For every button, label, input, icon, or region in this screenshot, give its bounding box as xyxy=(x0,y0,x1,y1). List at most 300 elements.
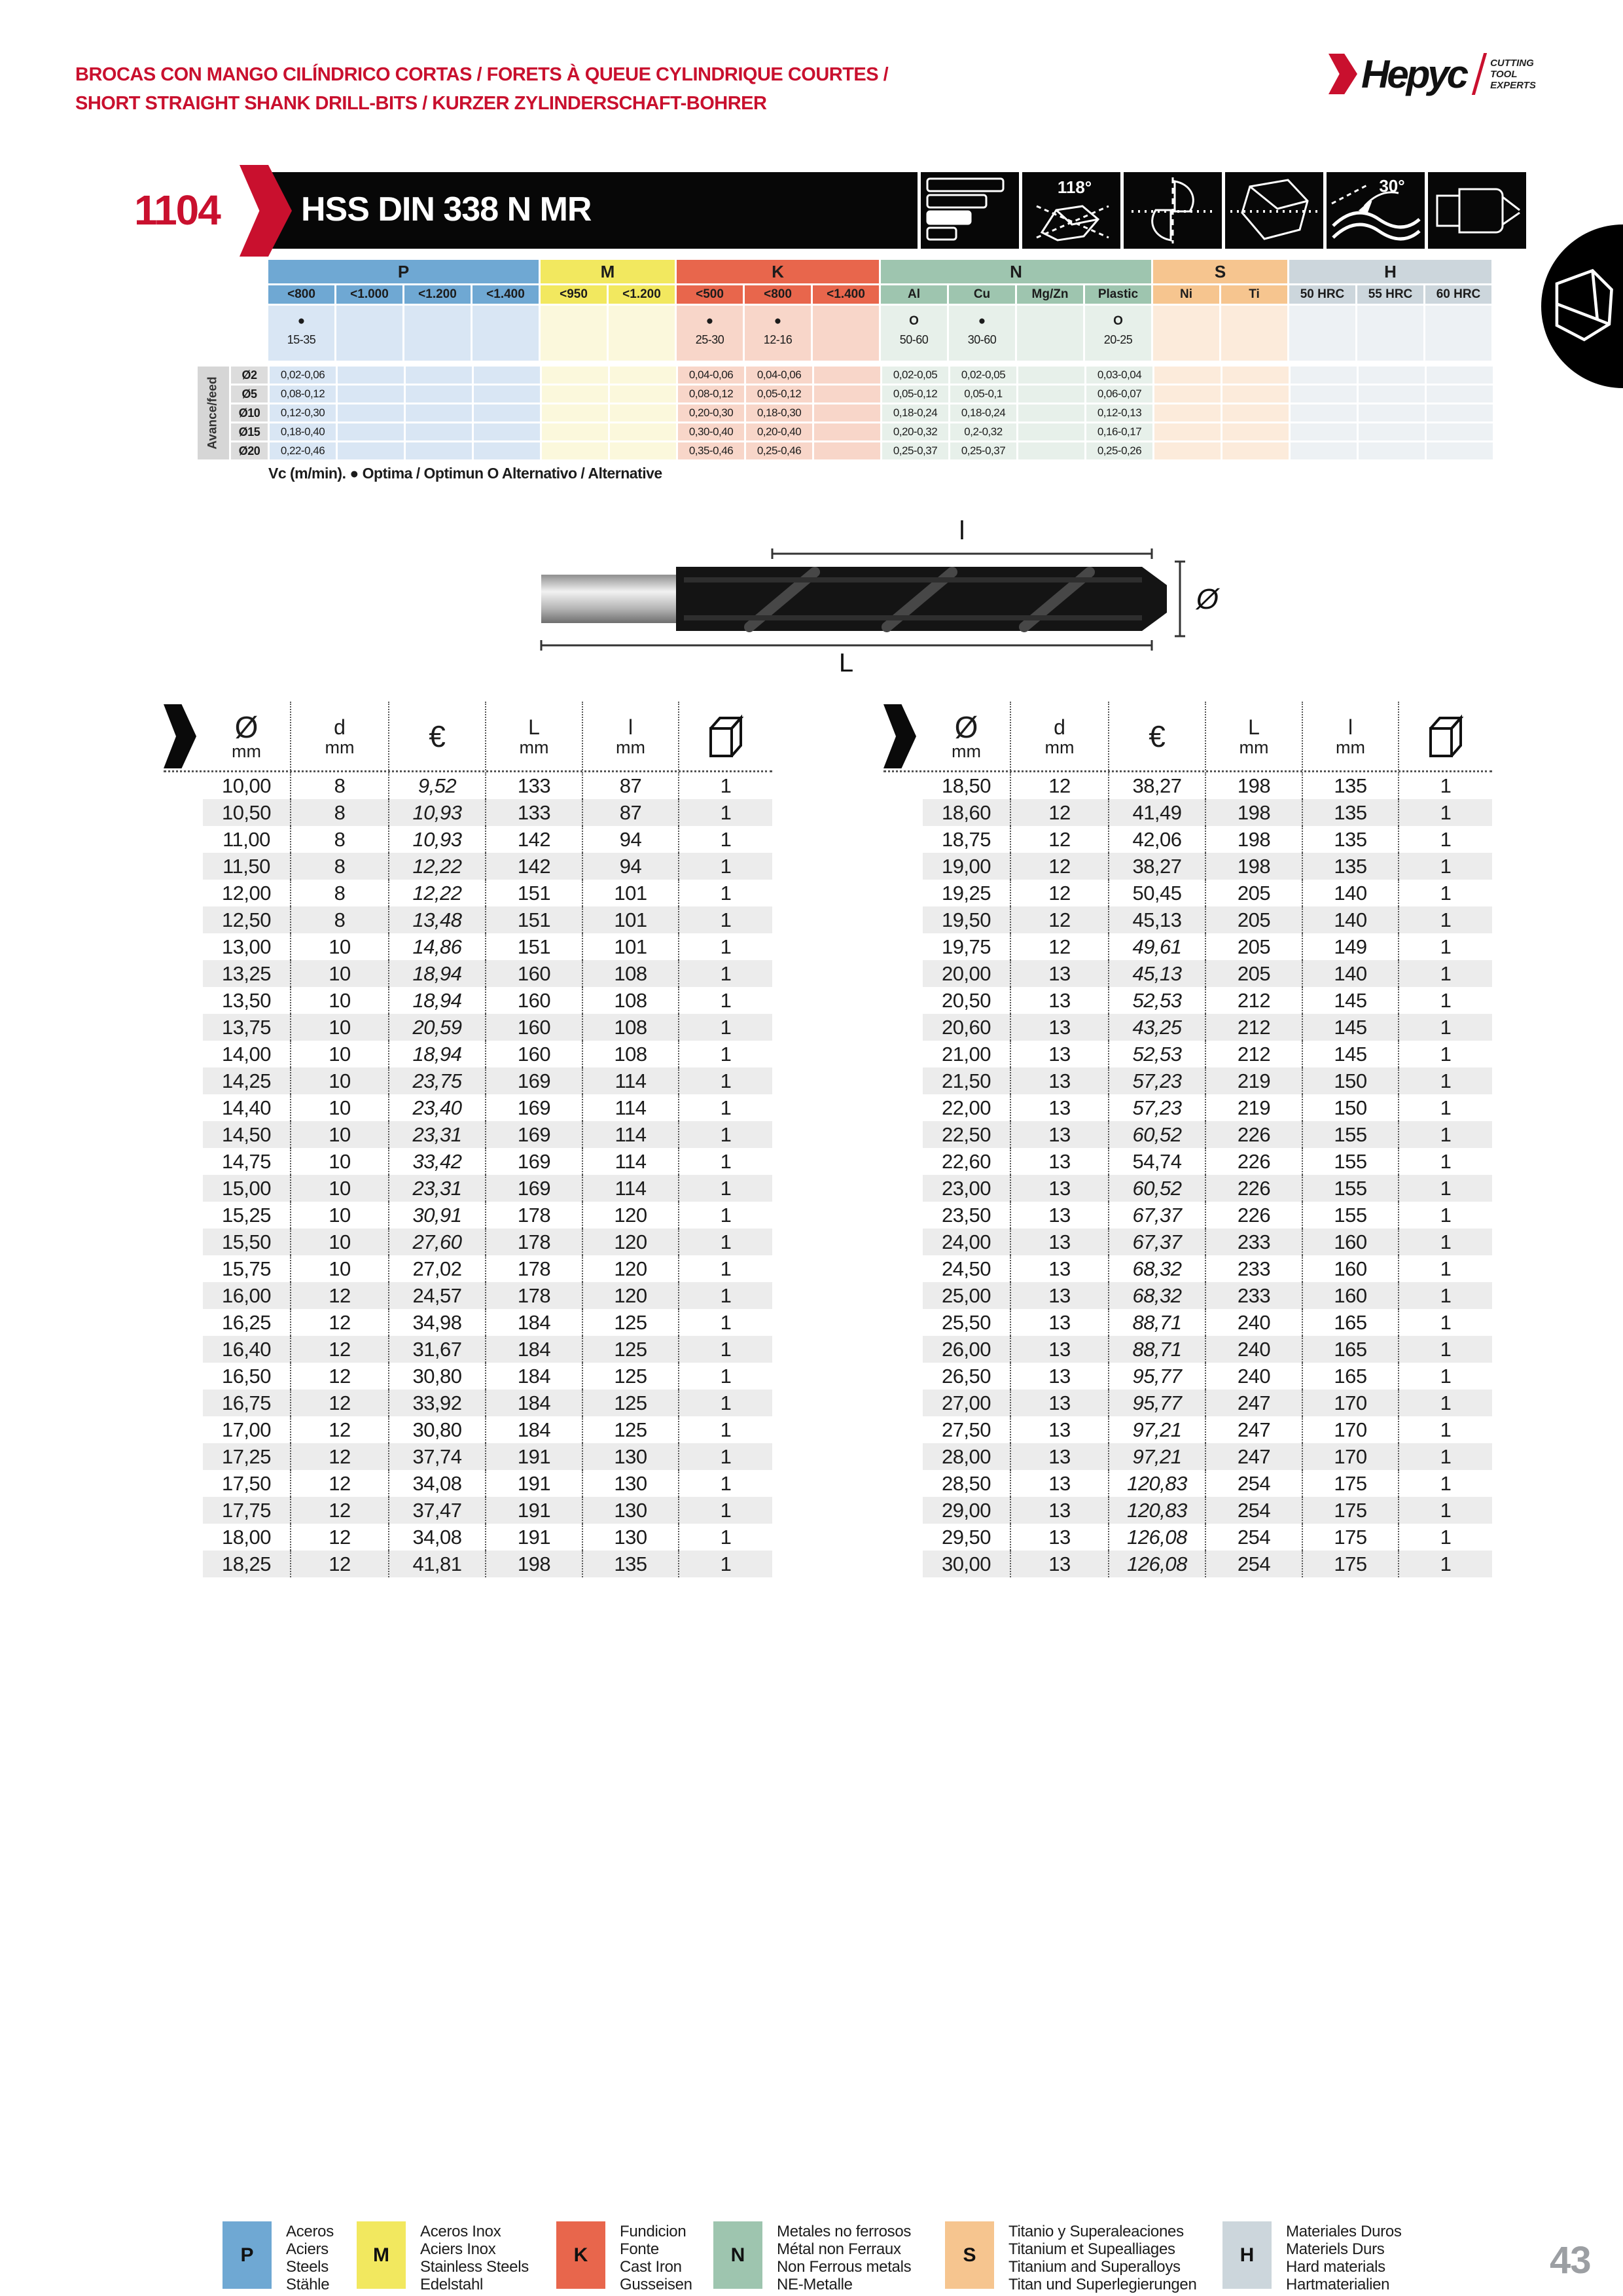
cell-L: 184 xyxy=(486,1336,583,1363)
cell-d: 8 xyxy=(291,826,389,853)
feed-value-cell xyxy=(338,386,404,403)
cell-price: 24,57 xyxy=(389,1282,486,1309)
feed-value-cell xyxy=(1222,367,1289,384)
col-header-l: l mm xyxy=(1303,702,1399,770)
cell-dia: 13,75 xyxy=(203,1014,291,1041)
speed-subheader: 50 HRC xyxy=(1289,285,1355,304)
drill-shank xyxy=(541,575,676,623)
cell-d: 8 xyxy=(291,880,389,906)
cell-L: 160 xyxy=(486,1014,583,1041)
legend-line: Aciers Inox xyxy=(420,2240,496,2258)
cell-L: 151 xyxy=(486,933,583,960)
cell-d: 12 xyxy=(1011,826,1109,853)
legend-line: Titanium et Supealliages xyxy=(1008,2240,1175,2258)
cell-price: 120,83 xyxy=(1109,1470,1206,1497)
cell-qty: 1 xyxy=(720,935,732,958)
feed-value-cell: 0,2-0,32 xyxy=(950,423,1016,440)
cell-qty: 1 xyxy=(1440,1365,1452,1388)
feed-dia-label: Ø2 xyxy=(231,367,268,384)
cell-L: 240 xyxy=(1206,1336,1303,1363)
cell-L: 247 xyxy=(1206,1416,1303,1443)
speed-subheader: Ti xyxy=(1221,285,1287,304)
cell-dia: 25,00 xyxy=(923,1282,1011,1309)
cell-qty: 1 xyxy=(720,1204,732,1227)
speed-subheader: <500 xyxy=(677,285,743,304)
cell-d: 13 xyxy=(1011,1202,1109,1229)
cell-d: 12 xyxy=(1011,772,1109,799)
cell-d: 13 xyxy=(1011,1390,1109,1416)
cell-qty: 1 xyxy=(720,1365,732,1388)
cell-l: 130 xyxy=(583,1443,679,1470)
vc-value-cell xyxy=(404,306,471,361)
feed-value-cell: 0,04-0,06 xyxy=(746,367,812,384)
feed-value-cell xyxy=(1359,442,1425,459)
feed-value-cell: 0,05-0,1 xyxy=(950,386,1016,403)
cell-price: 52,53 xyxy=(1109,1041,1206,1067)
cell-price: 38,27 xyxy=(1109,853,1206,880)
feed-value-cell: 0,02-0,05 xyxy=(882,367,948,384)
legend-line: Titanium and Superalloys xyxy=(1008,2258,1181,2276)
table-row xyxy=(923,799,1492,826)
cell-dia: 19,00 xyxy=(923,853,1011,880)
size-bars-icon xyxy=(921,172,1019,249)
cell-qty: 1 xyxy=(1440,1499,1452,1522)
feed-value-cell: 0,18-0,24 xyxy=(950,404,1016,422)
feed-value-cell: 0,16-0,17 xyxy=(1086,423,1152,440)
feed-value-cell: 0,12-0,30 xyxy=(270,404,336,422)
feed-value-cell xyxy=(406,442,472,459)
cell-d: 8 xyxy=(291,799,389,826)
cell-d: 8 xyxy=(291,772,389,799)
cell-l: 150 xyxy=(1303,1067,1399,1094)
page-title xyxy=(75,60,888,118)
feed-value-cell xyxy=(542,442,608,459)
cell-d: 8 xyxy=(291,906,389,933)
vc-value-cell xyxy=(1357,306,1423,361)
cell-dia: 15,00 xyxy=(203,1175,291,1202)
cell-price: 67,37 xyxy=(1109,1202,1206,1229)
cell-l: 120 xyxy=(583,1255,679,1282)
feed-value-cell xyxy=(1154,386,1221,403)
cell-L: 184 xyxy=(486,1416,583,1443)
cell-dia: 10,00 xyxy=(203,772,291,799)
cell-dia: 14,00 xyxy=(203,1041,291,1067)
cell-L: 226 xyxy=(1206,1175,1303,1202)
cell-L: 240 xyxy=(1206,1309,1303,1336)
col-header-price: € xyxy=(1109,702,1206,770)
cell-L: 233 xyxy=(1206,1255,1303,1282)
table-row xyxy=(203,933,772,960)
vc-value-cell xyxy=(949,306,1015,361)
cell-d: 13 xyxy=(1011,1148,1109,1175)
cell-L: 169 xyxy=(486,1121,583,1148)
legend-line: Materiels Durs xyxy=(1286,2240,1385,2258)
cell-price: 30,91 xyxy=(389,1202,486,1229)
feed-value-cell xyxy=(610,442,676,459)
cell-dia: 16,40 xyxy=(203,1336,291,1363)
catalog-header xyxy=(164,702,772,772)
feed-value-cell xyxy=(1291,404,1357,422)
table-row xyxy=(923,1202,1492,1229)
feed-value-cell xyxy=(610,404,676,422)
cell-dia: 22,00 xyxy=(923,1094,1011,1121)
legend-swatch-S: S xyxy=(945,2221,994,2289)
feed-value-cell: 0,05-0,12 xyxy=(746,386,812,403)
cell-l: 130 xyxy=(583,1497,679,1524)
feed-value-cell: 0,25-0,26 xyxy=(1086,442,1152,459)
point-angle-icon xyxy=(1022,172,1120,249)
feed-value-cell xyxy=(814,404,880,422)
cell-l: 160 xyxy=(1303,1255,1399,1282)
legend-line: Edelstahl xyxy=(420,2276,484,2293)
cell-d: 12 xyxy=(1011,906,1109,933)
cell-price: 97,21 xyxy=(1109,1443,1206,1470)
legend-line: Gusseisen xyxy=(620,2276,692,2293)
catalog-body-left xyxy=(203,772,772,1577)
cell-dia: 20,00 xyxy=(923,960,1011,987)
cell-dia: 29,50 xyxy=(923,1524,1011,1551)
table-row xyxy=(203,1014,772,1041)
cell-dia: 27,50 xyxy=(923,1416,1011,1443)
feed-dia-label: Ø15 xyxy=(231,423,268,440)
feed-value-cell xyxy=(1359,404,1425,422)
cell-L: 247 xyxy=(1206,1390,1303,1416)
feed-value-cell: 0,08-0,12 xyxy=(270,386,336,403)
tagline-line: EXPERTS xyxy=(1490,79,1536,91)
table-row xyxy=(923,1067,1492,1094)
cell-qty: 1 xyxy=(720,1069,732,1092)
cell-dia: 18,75 xyxy=(923,826,1011,853)
cell-L: 142 xyxy=(486,826,583,853)
cell-d: 13 xyxy=(1011,1309,1109,1336)
cell-d: 10 xyxy=(291,1094,389,1121)
vc-value-cell xyxy=(677,306,743,361)
cell-qty: 1 xyxy=(1440,1230,1452,1253)
cell-price: 23,31 xyxy=(389,1121,486,1148)
cell-qty: 1 xyxy=(1440,855,1452,878)
cell-d: 13 xyxy=(1011,1551,1109,1577)
cell-price: 37,74 xyxy=(389,1443,486,1470)
cell-dia: 25,50 xyxy=(923,1309,1011,1336)
cell-dia: 12,50 xyxy=(203,906,291,933)
table-row xyxy=(203,772,772,799)
cell-d: 12 xyxy=(291,1309,389,1336)
vc-value-cell xyxy=(609,306,675,361)
cell-price: 12,22 xyxy=(389,880,486,906)
legend-line: Metales no ferrosos xyxy=(777,2223,912,2240)
cell-d: 13 xyxy=(1011,1524,1109,1551)
feed-value-cell xyxy=(1222,423,1289,440)
cell-d: 10 xyxy=(291,1014,389,1041)
cell-l: 114 xyxy=(583,1121,679,1148)
legend-item-N xyxy=(713,2221,911,2293)
cell-qty: 1 xyxy=(1440,1311,1452,1334)
cell-l: 140 xyxy=(1303,906,1399,933)
table-row xyxy=(203,1309,772,1336)
cell-d: 13 xyxy=(1011,1094,1109,1121)
table-row xyxy=(203,960,772,987)
cell-L: 191 xyxy=(486,1524,583,1551)
cell-L: 240 xyxy=(1206,1363,1303,1390)
vc-range: 30-60 xyxy=(967,333,997,346)
legend-line: Materiales Duros xyxy=(1286,2223,1402,2240)
cell-d: 12 xyxy=(1011,853,1109,880)
table-row xyxy=(923,906,1492,933)
cell-qty: 1 xyxy=(1440,774,1452,797)
cell-l: 155 xyxy=(1303,1121,1399,1148)
cell-l: 108 xyxy=(583,960,679,987)
page-title-line2: SHORT STRAIGHT SHANK DRILL-BITS / KURZER ZYLINDERSCHAFT-BOHRER xyxy=(75,93,767,114)
table-row xyxy=(923,1041,1492,1067)
cell-L: 191 xyxy=(486,1470,583,1497)
cell-l: 125 xyxy=(583,1336,679,1363)
cell-dia: 16,00 xyxy=(203,1282,291,1309)
feed-value-cell xyxy=(1154,404,1221,422)
cell-dia: 28,50 xyxy=(923,1470,1011,1497)
cell-qty: 1 xyxy=(1440,1257,1452,1280)
cell-d: 12 xyxy=(1011,933,1109,960)
feed-value-cell xyxy=(474,386,540,403)
cell-L: 205 xyxy=(1206,880,1303,906)
legend-item-K xyxy=(556,2221,692,2293)
drill-diagram xyxy=(533,517,1227,677)
col-header-price: € xyxy=(389,702,486,770)
cell-price: 45,13 xyxy=(1109,906,1206,933)
cell-dia: 15,50 xyxy=(203,1229,291,1255)
cell-d: 10 xyxy=(291,933,389,960)
cell-L: 198 xyxy=(1206,853,1303,880)
cell-L: 198 xyxy=(1206,799,1303,826)
cell-d: 13 xyxy=(1011,1336,1109,1363)
feed-dia-label: Ø5 xyxy=(231,386,268,403)
feed-value-cell: 0,20-0,32 xyxy=(882,423,948,440)
vc-value-cell xyxy=(268,306,334,361)
cell-l: 114 xyxy=(583,1175,679,1202)
cell-price: 41,81 xyxy=(389,1551,486,1577)
cell-qty: 1 xyxy=(720,989,732,1012)
cell-L: 191 xyxy=(486,1443,583,1470)
cell-dia: 26,50 xyxy=(923,1363,1011,1390)
cell-price: 67,37 xyxy=(1109,1229,1206,1255)
cell-L: 226 xyxy=(1206,1148,1303,1175)
cell-l: 155 xyxy=(1303,1148,1399,1175)
cell-d: 13 xyxy=(1011,1363,1109,1390)
cell-qty: 1 xyxy=(720,908,732,931)
legend-text xyxy=(620,2221,692,2293)
cell-L: 254 xyxy=(1206,1497,1303,1524)
cell-l: 170 xyxy=(1303,1390,1399,1416)
table-row xyxy=(923,826,1492,853)
table-row xyxy=(923,1282,1492,1309)
cell-L: 169 xyxy=(486,1067,583,1094)
legend-text xyxy=(1286,2221,1402,2293)
cell-L: 178 xyxy=(486,1282,583,1309)
feed-value-cell xyxy=(1427,367,1493,384)
feed-value-cell: 0,02-0,06 xyxy=(270,367,336,384)
cell-d: 10 xyxy=(291,1175,389,1202)
speed-subheader: 60 HRC xyxy=(1425,285,1491,304)
feed-value-cell: 0,08-0,12 xyxy=(678,386,744,403)
table-row xyxy=(203,1363,772,1390)
cell-price: 9,52 xyxy=(389,772,486,799)
vc-range: 12-16 xyxy=(763,333,793,346)
cell-qty: 1 xyxy=(720,1257,732,1280)
cell-dia: 24,00 xyxy=(923,1229,1011,1255)
cell-price: 12,22 xyxy=(389,853,486,880)
cell-dia: 12,00 xyxy=(203,880,291,906)
cell-price: 57,23 xyxy=(1109,1067,1206,1094)
cell-L: 254 xyxy=(1206,1470,1303,1497)
table-row xyxy=(923,1175,1492,1202)
cell-l: 135 xyxy=(1303,826,1399,853)
cell-qty: 1 xyxy=(1440,828,1452,851)
cell-L: 151 xyxy=(486,906,583,933)
cell-L: 247 xyxy=(1206,1443,1303,1470)
cell-d: 12 xyxy=(291,1390,389,1416)
vc-value-cell xyxy=(473,306,539,361)
table-row xyxy=(203,799,772,826)
cell-dia: 13,00 xyxy=(203,933,291,960)
legend-text xyxy=(777,2221,911,2293)
cell-dia: 18,25 xyxy=(203,1551,291,1577)
cell-L: 226 xyxy=(1206,1202,1303,1229)
table-row xyxy=(203,1336,772,1363)
cell-dia: 17,75 xyxy=(203,1497,291,1524)
cell-L: 198 xyxy=(486,1551,583,1577)
catalog-header xyxy=(883,702,1492,772)
cell-d: 13 xyxy=(1011,987,1109,1014)
tagline-line: CUTTING xyxy=(1490,57,1534,69)
cell-dia: 18,50 xyxy=(923,772,1011,799)
cell-dia: 14,40 xyxy=(203,1094,291,1121)
helix-angle-icon xyxy=(1327,172,1425,249)
cell-d: 13 xyxy=(1011,1067,1109,1094)
cell-qty: 1 xyxy=(1440,1150,1452,1173)
cell-l: 135 xyxy=(1303,799,1399,826)
cell-d: 10 xyxy=(291,1121,389,1148)
cell-qty: 1 xyxy=(1440,882,1452,905)
cell-price: 50,45 xyxy=(1109,880,1206,906)
feed-value-cell: 0,18-0,40 xyxy=(270,423,336,440)
cell-qty: 1 xyxy=(1440,1526,1452,1549)
cell-qty: 1 xyxy=(1440,962,1452,985)
material-group-P: P xyxy=(268,260,539,283)
feed-value-cell xyxy=(1427,386,1493,403)
feed-value-cell xyxy=(1018,404,1084,422)
vc-value-cell xyxy=(336,306,402,361)
cell-dia: 21,00 xyxy=(923,1041,1011,1067)
feed-value-cell: 0,06-0,07 xyxy=(1086,386,1152,403)
cell-qty: 1 xyxy=(720,828,732,851)
col-header-l: l mm xyxy=(583,702,679,770)
cell-qty: 1 xyxy=(720,1284,732,1307)
speed-subheader: <1.400 xyxy=(813,285,879,304)
speed-subheader: <950 xyxy=(541,285,607,304)
table-row xyxy=(923,1229,1492,1255)
legend-item-M xyxy=(357,2221,529,2293)
cell-qty: 1 xyxy=(1440,1123,1452,1146)
cell-l: 101 xyxy=(583,906,679,933)
table-row xyxy=(923,1470,1492,1497)
tagline-line: TOOL xyxy=(1490,68,1518,80)
vc-range: 15-35 xyxy=(287,333,316,346)
cell-price: 33,92 xyxy=(389,1390,486,1416)
speed-subheader: <1.000 xyxy=(336,285,402,304)
cell-L: 198 xyxy=(1206,772,1303,799)
cell-d: 12 xyxy=(291,1282,389,1309)
feed-value-cell xyxy=(338,404,404,422)
cell-d: 10 xyxy=(291,960,389,987)
legend-line: Fonte xyxy=(620,2240,659,2258)
cell-d: 10 xyxy=(291,987,389,1014)
table-row xyxy=(203,1067,772,1094)
cell-l: 150 xyxy=(1303,1094,1399,1121)
cell-L: 233 xyxy=(1206,1229,1303,1255)
cell-d: 13 xyxy=(1011,1014,1109,1041)
feed-value-cell: 0,35-0,46 xyxy=(678,442,744,459)
cell-qty: 1 xyxy=(720,1391,732,1414)
cell-qty: 1 xyxy=(1440,989,1452,1012)
col-header-dia: Ø mm xyxy=(203,702,291,770)
cell-price: 30,80 xyxy=(389,1363,486,1390)
table-row xyxy=(923,880,1492,906)
cell-price: 10,93 xyxy=(389,799,486,826)
table-row xyxy=(203,906,772,933)
feed-value-cell xyxy=(1427,423,1493,440)
cell-d: 12 xyxy=(291,1363,389,1390)
cell-d: 12 xyxy=(291,1416,389,1443)
vc-symbol: O xyxy=(1113,314,1123,328)
legend-line: Titan und Superlegierungen xyxy=(1008,2276,1197,2293)
table-row xyxy=(923,1551,1492,1577)
cell-d: 12 xyxy=(1011,799,1109,826)
cell-L: 133 xyxy=(486,799,583,826)
feed-value-cell: 0,18-0,30 xyxy=(746,404,812,422)
feed-value-cell: 0,20-0,30 xyxy=(678,404,744,422)
feed-value-cell xyxy=(1427,404,1493,422)
cell-qty: 1 xyxy=(1440,1204,1452,1227)
cell-d: 12 xyxy=(291,1524,389,1551)
cell-dia: 20,60 xyxy=(923,1014,1011,1041)
table-row xyxy=(203,1416,772,1443)
cell-price: 88,71 xyxy=(1109,1336,1206,1363)
feed-value-cell xyxy=(1018,386,1084,403)
feed-table xyxy=(198,367,1493,459)
legend-text xyxy=(286,2221,334,2293)
cell-price: 31,67 xyxy=(389,1336,486,1363)
cell-l: 87 xyxy=(583,799,679,826)
product-code: 1104 xyxy=(134,187,220,234)
legend-swatch-H: H xyxy=(1222,2221,1272,2289)
table-row xyxy=(923,1309,1492,1336)
cell-qty: 1 xyxy=(1440,1043,1452,1066)
cell-price: 57,23 xyxy=(1109,1094,1206,1121)
cell-L: 160 xyxy=(486,987,583,1014)
cell-L: 219 xyxy=(1206,1094,1303,1121)
banner-icon-strip xyxy=(921,172,1526,249)
table-arrow-icon xyxy=(164,704,196,768)
cell-price: 18,94 xyxy=(389,960,486,987)
cell-qty: 1 xyxy=(720,1150,732,1173)
table-row xyxy=(923,1336,1492,1363)
col-header-dia: Ø mm xyxy=(923,702,1011,770)
cell-qty: 1 xyxy=(1440,1552,1452,1575)
feed-value-cell xyxy=(1291,442,1357,459)
cell-l: 108 xyxy=(583,1041,679,1067)
cell-dia: 16,50 xyxy=(203,1363,291,1390)
feed-value-cell xyxy=(1359,367,1425,384)
cell-l: 175 xyxy=(1303,1551,1399,1577)
